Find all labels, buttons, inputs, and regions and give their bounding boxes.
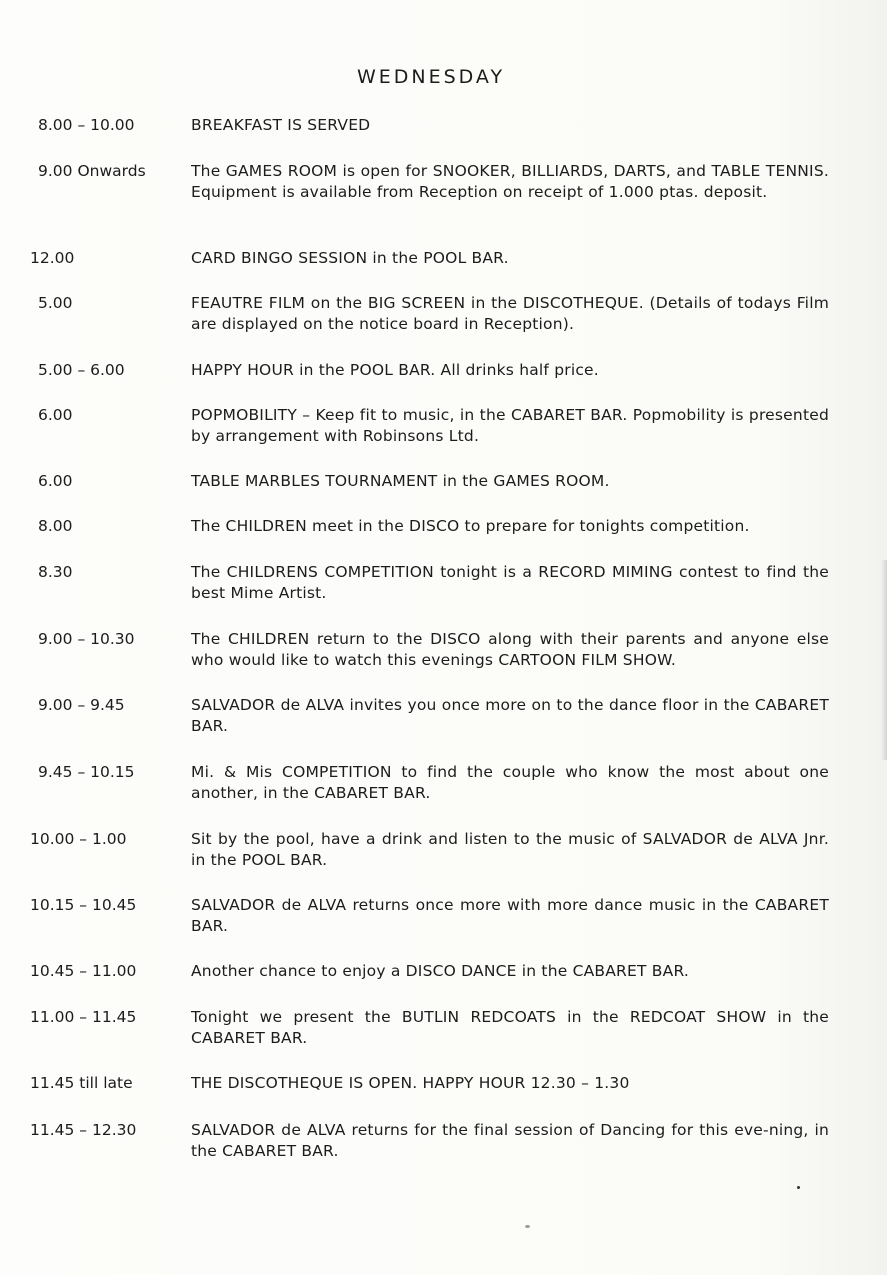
page-edge-shadow xyxy=(881,560,887,760)
entry-description: SALVADOR de ALVA returns once more with more dance music in the CABARET BAR. xyxy=(191,896,829,935)
entry-time: 6.00 xyxy=(38,406,73,424)
entry-description: HAPPY HOUR in the POOL BAR. All drinks half price. xyxy=(191,361,599,379)
entry-time: 12.00 xyxy=(30,249,75,267)
entry-time: 10.15 – 10.45 xyxy=(30,896,137,914)
entry-time: 9.45 – 10.15 xyxy=(38,763,135,781)
entry-description: The CHILDREN meet in the DISCO to prepare for tonights competition. xyxy=(191,517,750,535)
entry-description: TABLE MARBLES TOURNAMENT in the GAMES ROOM. xyxy=(191,472,610,490)
entry-time: 8.00 – 10.00 xyxy=(38,116,135,134)
entry-time: 8.30 xyxy=(38,563,73,581)
entry-description: SALVADOR de ALVA returns for the final session of Dancing for this eve-ning, in the CABARET BAR. xyxy=(191,1121,829,1160)
entry-description: THE DISCOTHEQUE IS OPEN. HAPPY HOUR 12.30 – 1.30 xyxy=(191,1074,630,1092)
entry-description: The GAMES ROOM is open for SNOOKER, BILLIARDS, DARTS, and TABLE TENNIS. Equipment is available from Reception on receipt of 1.000 ptas. deposit. xyxy=(191,162,829,201)
entry-time: 9.00 – 9.45 xyxy=(38,696,125,714)
print-speck xyxy=(525,1225,530,1228)
entry-description: Another chance to enjoy a DISCO DANCE in the CABARET BAR. xyxy=(191,962,689,980)
print-speck xyxy=(797,1186,800,1189)
entry-time: 9.00 Onwards xyxy=(38,162,146,180)
entry-description: FEAUTRE FILM on the BIG SCREEN in the DISCOTHEQUE. (Details of todays Film are displayed on the notice board in Reception). xyxy=(191,294,829,333)
entry-time: 6.00 xyxy=(38,472,73,490)
entry-description: Sit by the pool, have a drink and listen to the music of SALVADOR de ALVA Jnr. in the POOL BAR. xyxy=(191,830,829,869)
entry-description: CARD BINGO SESSION in the POOL BAR. xyxy=(191,249,509,267)
entry-description: The CHILDREN return to the DISCO along with their parents and anyone else who would like to watch this evenings CARTOON FILM SHOW. xyxy=(191,630,829,669)
entry-time: 5.00 – 6.00 xyxy=(38,361,125,379)
entry-time: 11.45 – 12.30 xyxy=(30,1121,137,1139)
entry-description: SALVADOR de ALVA invites you once more on to the dance floor in the CABARET BAR. xyxy=(191,696,829,735)
entry-description: Tonight we present the BUTLIN REDCOATS in the REDCOAT SHOW in the CABARET BAR. xyxy=(191,1008,829,1047)
entry-time: 10.45 – 11.00 xyxy=(30,962,137,980)
entry-description: Mi. & Mis COMPETITION to find the couple who know the most about one another, in the CABARET BAR. xyxy=(191,763,829,802)
entry-time: 10.00 – 1.00 xyxy=(30,830,127,848)
entry-description: The CHILDRENS COMPETITION tonight is a RECORD MIMING contest to find the best Mime Artist. xyxy=(191,563,829,602)
entry-time: 11.45 till late xyxy=(30,1074,133,1092)
entry-description: POPMOBILITY – Keep fit to music, in the CABARET BAR. Popmobility is presented by arrangement with Robinsons Ltd. xyxy=(191,406,829,445)
entry-time: 9.00 – 10.30 xyxy=(38,630,135,648)
page-title: WEDNESDAY xyxy=(356,66,506,88)
entry-time: 11.00 – 11.45 xyxy=(30,1008,137,1026)
entry-description: BREAKFAST IS SERVED xyxy=(191,116,371,134)
entry-time: 5.00 xyxy=(38,294,73,312)
entry-time: 8.00 xyxy=(38,517,73,535)
